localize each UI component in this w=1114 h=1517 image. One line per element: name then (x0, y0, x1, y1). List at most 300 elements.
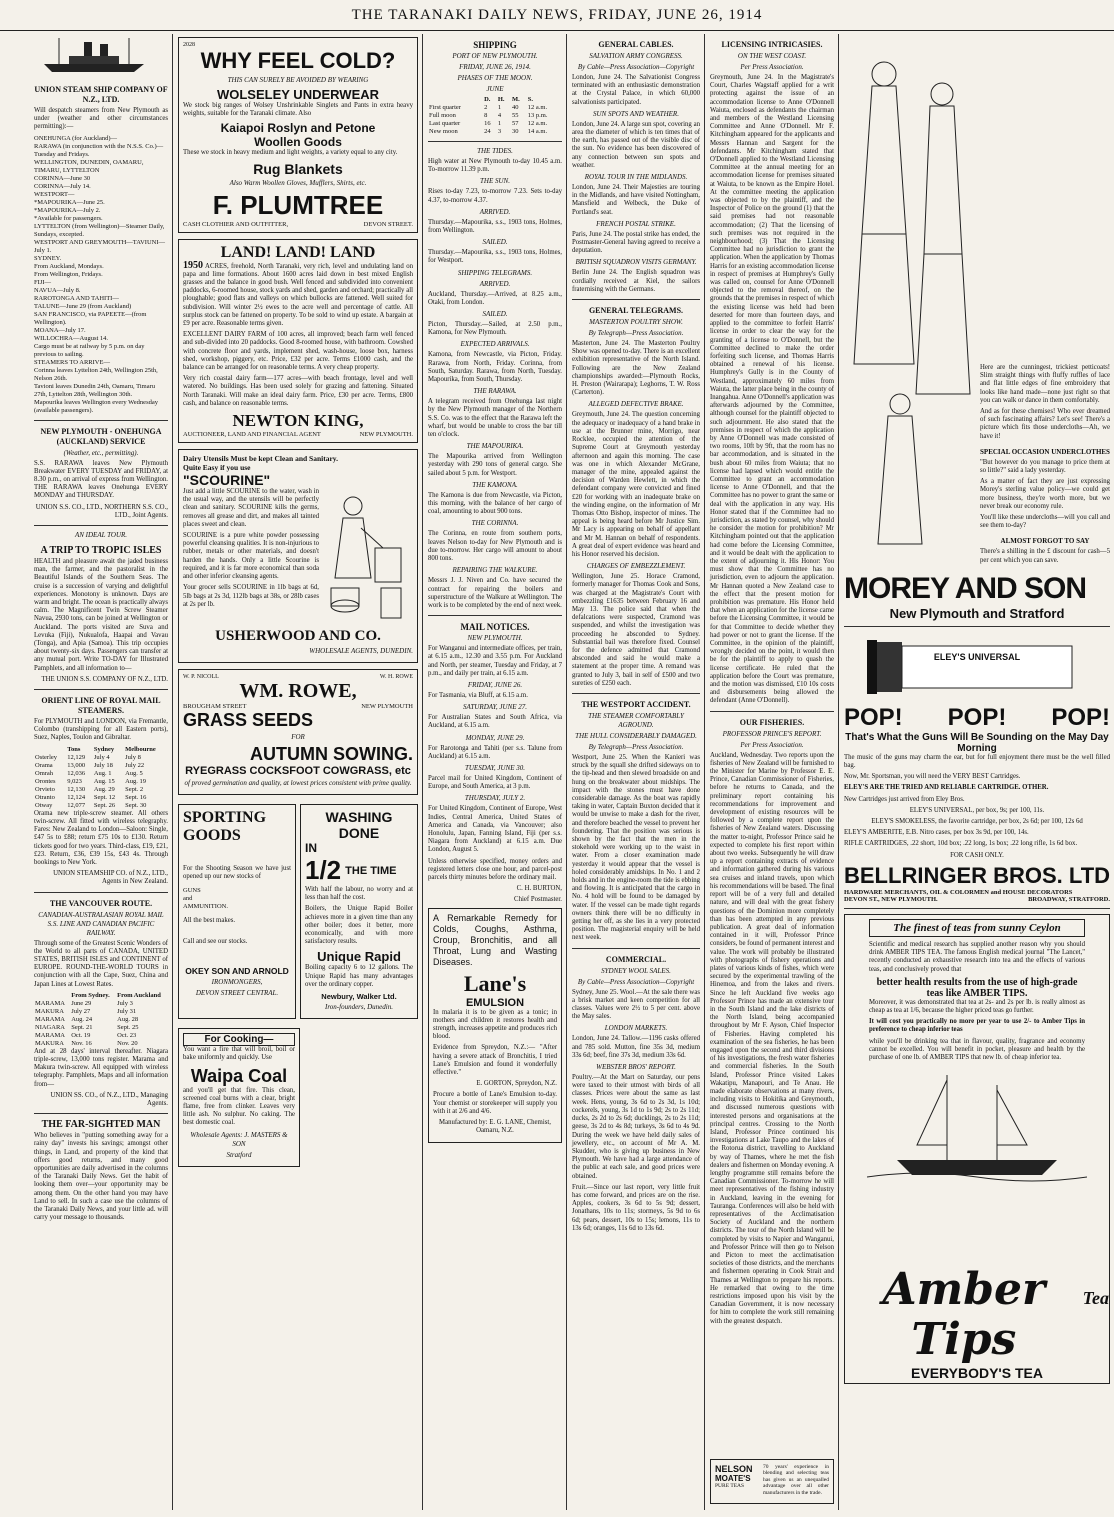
table-row (34, 1024, 168, 1032)
pop-1: POP! (844, 703, 903, 731)
onehunga-service-ad (34, 427, 168, 520)
pop-price3: ELEY'S AMBERITE, E.B. Nitro cases, per box 3s 9d, per 100, 14s. (844, 829, 1029, 837)
licensing-body: Greymouth, June 24. In the Magistrate's Court, Charles Wagstaff applied for a writ protecting against the issue of an accommodation license to Anne O'Donnell Waiuta, enclosed as defendants the chairman and members of the Westland Licensing Committee and Anne O'Donnell. Mr F. Kitchingham appeared for the applicants and Messrs Hannan and Sargent for the defendants. Mr Kitchingham stated that O'Donnell applied to the Westland Licensing Committee at the annual meeting for an accommodation license for premises situated at Waiuta, to be known as the Empire Hotel. At the committee meeting the application was objected to by the plaintiff, and the Inspector of Police on the ground (1) that the said premises had not reasonable accommodation; (2) That the licensing of such premises was not required in the neighbourhood; (3) That the Licensing Committee had no jurisdiction to grant the application. When the application by Thomas Harris for an existing accommodation license in respect of premises at Humphrey's Gully was called on, counsel for Anne O'Donnell objected to the removal thereof, on the grounds that the premises in respect of which the existing license was held had been deserted for more than fourteen days, and applied to the committee to forfeit Harris' license in order to clear the way for the granting of a license to O'Donnell, but the Committee declined to make the order forfeiting such license, and Thomas Harris obtained a renewal of his license. Humphrey's Gully is in the County of Westland, approximately 60 miles from Waiuta, the latter place being in the county of Inangahua. Anne O'Donnell's application was afterwards adjourned by the Committee, although counsel for the plaintiff objected to such adjournment. He also stated that the premises in respect of which the application by Anne O'Donnell was made consisted of two rooms, 10ft by 9ft, that the room has no bar accommodation, and is situated in the bush about 60 miles from Waiuta; that no license had lapsed which would entitle the Committee to grant an accommodation license to Anne O'Donnell, and that the Committee has no power to grant the same or deal with the application in any way. His Honor stated that if the Committee had no jurisdiction, as stated by counsel, why should he consider the motion for prohibition? Mr Kitchingham pointed out that the application had come before the Licensing Committee, and it would be dealt with the application to the extent of adjourning it. His Honor: You must show that the Committee has no jurisdiction, even to adjourn the application. Mr Hannan quoted a New Zealand case to the effect that the present motion for prohibition was premature. His Honor held that when an application for the license came before the Licensing Committee, it would be for that Committee to decide whether they had power or not to grant the license. If the Committee, in the opinion of the plaintiff, wrongly decided on the point, it would then be for the plaintiff to apply to quash the license certificate. He ruled that the application before the Court was premature, and the motion was dismissed, £10 10s costs and disbursements being allowed the defendant (Anne O'Donnell). (710, 74, 834, 705)
vancouver-route-ad (34, 899, 168, 1109)
rowe-name: WM. ROWE, (239, 680, 357, 703)
westport-sub1: THE STEAMER COMFORTABLY AGROUND. (588, 711, 684, 729)
schedule-line: WILLOCHRA—August 14. (34, 334, 109, 342)
table-cell: Nov. 16 (71, 1039, 92, 1047)
column-rule (704, 34, 705, 1510)
land-title: LAND! LAND! LAND (220, 243, 376, 261)
mail-body: For Wanganui and intermediate offices, per train, at 6.15 a.m., 12.30 and 3.55 p.m. For Auckland and North, per steamer, Tuesday and Friday, at 7 p.m., and daily per train, at 6.15 a.m. (428, 645, 562, 677)
table-cell: Aug. 24 (71, 1015, 93, 1023)
table-row (34, 770, 168, 778)
waipa-body2: and you'll get that fire. This clean, screened coal burns with a clear, bright flame, free from clinker. Leaves very little ash. No sulphur. No caking. The best domestic coal. (183, 1086, 295, 1127)
schedule-line: CORINNA—June 30 (34, 174, 91, 182)
wool-title: SYDNEY WOOL SALES. (601, 966, 671, 975)
postal-strike-title: FRENCH POSTAL STRIKE. (596, 219, 676, 228)
table-header (428, 96, 483, 104)
table-row (428, 104, 562, 112)
lingerie-illustration (844, 34, 976, 554)
land-lot2: EXCELLENT DAIRY FARM of 100 acres, all improved; beach farm well fenced and sub-divided into 20 paddocks. Good 8-roomed house, with bathroom. Cowshed with concrete floor and yards, implement shed, wash-house, loose box, harness shed, workshop, piggery, etc. Price, £32 per acre. Terms £1000 cash, and the balance can be arranged for on reasonable terms. A very cheap property. (183, 331, 413, 372)
washing-body: With half the labour, no worry and at less than half the cost. (305, 886, 413, 902)
okey-sub: IRONMONGERS, (211, 977, 263, 986)
table-cell: Aug. 28 (117, 1015, 139, 1023)
table-cell: MAKURA (35, 1039, 64, 1047)
waipa-coal-ad (178, 1028, 300, 1166)
sun-title: THE SUN. (480, 177, 510, 186)
expected-title: EXPECTED ARRIVALS. (460, 340, 530, 349)
morey-lingerie-ad (844, 34, 1110, 568)
table-row (428, 128, 562, 136)
sailed-body: Thursday.—Mapourika, s.s., 1903 tons, Holmes, for Westport. (428, 249, 562, 265)
table-cell: Aug. 1 (93, 769, 112, 777)
orient-table (34, 746, 168, 810)
schedule-line: Tavioni leaves Dunedin 24th, Oamaru, Timaru 27th, Lyttelton 28th, Wellington 30th. (34, 382, 156, 398)
washing-title: WASHING DONE (325, 809, 393, 842)
wool-by: By Cable—Press Association—Copyright (577, 977, 695, 986)
column-rule (566, 34, 567, 1510)
licensing-by: Per Press Association. (740, 63, 804, 71)
table-row (34, 786, 168, 794)
vancouver-sub: CANADIAN-AUSTRALASIAN ROYAL MAIL S.S. LINE AND CANADIAN PACIFIC RAILWAY. (38, 910, 164, 937)
rowe-ad (178, 669, 418, 795)
column-1 (30, 34, 172, 1510)
moon-phases-table (428, 96, 562, 136)
pop-2: POP! (947, 703, 1007, 731)
table-header (34, 746, 66, 754)
unique-rapid-brand: Unique Rapid (317, 949, 401, 965)
table-cell: 12,036 (67, 769, 86, 777)
schedule-line: Corinna leaves Lyttelton 24th, Wellington 25th, Nelson 26th. (34, 366, 158, 382)
union-steamship-ad (34, 34, 168, 415)
webster-title: WEBSTER BROS' REPORT. (596, 1063, 676, 1072)
scourine-head2: Quite Easy if you use (183, 463, 251, 473)
mail-friday: FRIDAY, JUNE 26. (467, 680, 523, 689)
waipa-body: You want a fire that will broil, boil or bake uniformly and quickly. Use (183, 1046, 295, 1062)
special-occasion: SPECIAL OCCASION UNDERCLOTHES (980, 447, 1110, 456)
tropic-tour-ad (34, 531, 168, 684)
orient-body: For PLYMOUTH and LONDON, via Fremantle, Colombo (transhipping for all Eastern ports), Suez, Naples, Toulon and Gibraltar. (34, 718, 168, 742)
tele-arrived: Auckland, Thursday.—Arrived, at 8.25 a.m., Otaki, from London. (428, 290, 562, 306)
undies-quote: "But however do you manage to price them at so little?" said a lady yesterday. (980, 458, 1110, 475)
table-row (34, 762, 168, 770)
embezzle-title: CHARGES OF EMBEZZLEMENT. (586, 562, 686, 571)
washing-time: THE TIME (345, 864, 397, 877)
schedule-line: MOANA—July 17. (34, 326, 86, 334)
table-cell: New moon (429, 128, 458, 135)
cold-body: We stock big ranges of Wolsey Unshrinkable Singlets and Pants in extra heavy weights, suitable for the Taranaki climate. Also (183, 102, 413, 118)
vancouver-foot: And at 28 days' interval thereafter. Niagara triple-screw, 13,000 tons register. Marama and Makura twin-screw. All equipped with wireless telegraphy. Pamphlets, Maps and all information from— (34, 1047, 168, 1088)
table-cell: Osterley (35, 753, 58, 761)
embezzle-body: Wellington, June 25. Horace Cramond, formerly manager for Thomas Cook and Sons, was charged at the Magistrate's Court with embezzling £1635 between February 16 and May 13. The police said that when the defalcations were suspected, Cramond was suspended, and whilst the investigation was proceeding he absconded to Sydney. Substantial bail was therefore fixed. Counsel for the defence admitted that Cramond absconded and said he would make a statement at the proper time. A remand was granted to July 3, bail in self of £500 and two sureties of £250 each. (572, 573, 700, 687)
table-cell: 16 (484, 120, 491, 127)
scourine-ad (178, 449, 418, 663)
corinna-title: THE CORINNA. (471, 519, 519, 528)
cooking-head: For Cooking— (183, 1033, 295, 1046)
sporting-title: SPORTING GOODS (183, 809, 267, 845)
amber-body3: while you'll be drinking tea that in flavour, quality, fragrance and economy cannot be excelled. You will benefit in pocket, pleasure and health by the purchase of one lb. of AMBER TIPS that new lb. of cheap inferior tea. (869, 1037, 1085, 1061)
rowe-town: NEW PLYMOUTH (361, 703, 413, 711)
table-cell: Sept. 25 (117, 1023, 139, 1031)
schedule-line: Cargo must be at railway by 5 p.m. on day previous to sailing. (34, 342, 145, 358)
kamona-title: THE KAMONA. (472, 480, 518, 489)
orient-line-ad (34, 696, 168, 886)
plumtree-left: CASH CLOTHIER AND OUTFITTER, (183, 220, 289, 228)
table-header: Sydney (93, 745, 115, 753)
phases-month: JUNE (486, 85, 504, 93)
table-row (428, 120, 562, 128)
table-header: S. (527, 96, 534, 103)
table-cell: Nov. 20 (117, 1039, 138, 1047)
table-row (34, 754, 168, 762)
wolseley-brand: WOLSELEY UNDERWEAR (216, 87, 380, 102)
fruit-body: Fruit.—Since our last report, very little fruit has come forward, and prices are on the rise. Apples, cookers, 3s 6d to 5s 9d; dessert, Jonathans, 10s to 11s; stormeys, 5s 9d to 6s 6d; pears, dessert, 10s to 15s; lemons, 11s to 13s 6d; oranges, 11s 6d to 13s 6d. (572, 1183, 700, 1232)
table-cell: 13 p.m. (527, 112, 548, 119)
amber-body2: Moreover, it was demonstrated that tea at 2s- and 2s per lb. is really almost as cheap as tea at 1/6, because the higher priced teas go further. (869, 998, 1085, 1014)
newton-king-name: NEWTON KING, (232, 411, 364, 431)
shipping-port: PORT OF NEW PLYMOUTH. (452, 52, 538, 60)
orient-sign: UNION STEAMSHIP CO. of N.Z., LTD., Agents in New Zealand. (53, 870, 168, 886)
almost-forgot: ALMOST FORGOT TO SAY (1000, 537, 1090, 546)
schedule-line: SAN FRANCISCO, via PAPEETE—(from Wellington). (34, 310, 147, 326)
washing-in: IN (305, 841, 317, 856)
telegrams-by: By Telegraph—Press Association. (588, 329, 684, 338)
lot1-number: 1950 (183, 259, 203, 271)
table-cell: 9,023 (67, 777, 82, 785)
washing-half: 1/2 (305, 855, 342, 886)
sporting-item: GUNS (183, 887, 201, 895)
squadron-title: BRITISH SQUADRON VISITS GERMANY. (575, 258, 697, 267)
schedule-line: RAROTONGA AND TAHITI— (34, 294, 119, 302)
union-schedule (34, 135, 168, 415)
column-rule (838, 34, 839, 1510)
pure-teas: PURE TEAS (715, 1482, 745, 1489)
undies-intro: Here are the cunningest, trickiest petticoats! Slim straight things with fluffy ruffles of lace and flat little edges of fine embroidery that looks like hand made—none just right so that you can walk or dance in them comfortably. (980, 364, 1110, 404)
kaiapoi-line: Kaiapoi Roslyn and Petone (220, 121, 376, 136)
onehunga-title: NEW PLYMOUTH - ONEHUNGA (AUCKLAND) SERVICE (40, 426, 162, 446)
table-cell: 57 (511, 120, 519, 127)
eley-cartridge-label: ELEY'S UNIVERSAL (933, 651, 1021, 662)
wool-body: Sydney, June 25. Wool.—At the sale there was a brisk market and keen competition for all classes. Values were 2½ to 5 per cent. above the May sales. (572, 988, 700, 1021)
eley-cartridges-ad (844, 632, 1110, 860)
table-cell: July 22 (125, 761, 145, 769)
schedule-line: *Available for passengers. (34, 214, 103, 222)
table-cell: 8 (484, 112, 488, 119)
mail-thursday-body: For United Kingdom, Continent of Europe, West Indies, Central America, United States of America and Canada, via Vancouver; also Honolulu, Japan, Fanning Island, Fiji (per s.s. Niagara from Auckland) at 6.15 a.m. Due London, August 5. (428, 805, 562, 854)
royal-tour-title: ROYAL TOUR IN THE MIDLANDS. (584, 173, 688, 182)
amber-bold: better health results from the use of high-grade teas like AMBER TIPS. (876, 976, 1078, 999)
table-row (34, 1016, 168, 1024)
scourine-head: Dairy Utensils Must be kept Clean and Sanitary. (183, 454, 339, 464)
bellringer-left: DEVON ST., NEW PLYMOUTH. (844, 895, 938, 903)
schedule-line: WESTPORT— (34, 190, 75, 198)
rowe-street: BROUGHAM STREET (183, 703, 247, 711)
pop-price2: ELEY'S SMOKELESS, the favorite cartridge, per box, 2s 6d; per 100, 12s 6d (871, 818, 1083, 826)
schedule-line: From Auckland, Mondays. (34, 262, 104, 270)
table-header: Melbourne (125, 745, 156, 753)
commercial-title: COMMERCIAL. (605, 954, 667, 964)
okey-street: DEVON STREET CENTRAL. (195, 988, 279, 997)
column-5 (706, 34, 838, 1510)
rarawa-body: A telegram received from Onehunga last night by the New Plymouth manager of the Northern S.S. Co. was to the effect that the Rarawa left the wharf, but would be unable to cross the bar till ten o'clock. (428, 398, 562, 439)
orient-foot: Orama new triple-screw steamer. All others twin-screw. All fitted with wireless telegraphy. Fares: New Zealand to London—Saloon: Single, £47 5s to £88; return £75 10s to £130. Return tickets good for two years. Third-class, £19, £21, £23. Return, £36, £39 15s, £43 4s. Through bookings to New York. (34, 809, 168, 866)
lanes-body2: In malaria it is to be given as a tonic; in mothers and children it restores health and strength, increases appetite and produces rich blood. (433, 1008, 557, 1041)
autumn-sowing: AUTUMN SOWING. (250, 744, 413, 765)
table-cell: Oct. 19 (71, 1031, 91, 1039)
table-cell: First quarter (429, 104, 461, 111)
sun-body: Rises to-day 7.23, to-morrow 7.23. Sets to-day 4.37, to-morrow 4.37. (428, 188, 562, 204)
table-header: D. (484, 96, 491, 103)
licensing-title: LICENSING INTRICASIES. (721, 40, 823, 49)
table-cell: Oct. 23 (117, 1031, 137, 1039)
sun-spots-title: SUN SPOTS AND WEATHER. (593, 109, 679, 118)
lanes-body4: Procure a bottle of Lane's Emulsion to-day. Your chemist or storekeeper will supply you with it at 2/6 and 4/6. (433, 1091, 557, 1115)
pop-cash: FOR CASH ONLY. (950, 851, 1004, 859)
scourine-body2: SCOURINE is a pure white powder possessing powerful cleansing qualities. It is non-injurious to rubber, metals or other materials, and doesn't harden the hands. Only a little Scourine is required, and it is far more economical than soda and other inferior cleansing agents. (183, 532, 319, 581)
table-header: M. (511, 96, 520, 103)
washing-body2: Boilers, the Unique Rapid Boiler achieves more in a given time than any other boiler; does it better, more economically, and with more satisfactory results. (305, 905, 413, 946)
morey-sub: New Plymouth and Stratford (889, 605, 1065, 621)
tele-sailed: Picton, Thursday.—Sailed, at 2.50 p.m., Kamona, for New Plymouth. (428, 321, 562, 337)
tour-heading: A TRIP TO TROPIC ISLES (40, 545, 162, 557)
mapourika-body: The Mapourika arrived from Wellington yesterday with 290 tons of general cargo. She sailed about 5 p.m. for Westport. (428, 453, 562, 477)
bellringer-title: BELLRINGER BROS. LTD (844, 862, 1111, 888)
table-cell: MARAMA (35, 999, 65, 1007)
column-4 (568, 34, 704, 1510)
table-header: From Auckland (117, 991, 161, 999)
arrived-title: ARRIVED. (479, 207, 511, 216)
plumtree-right: DEVON STREET. (363, 220, 413, 228)
farsighted-body: Who believes in "putting something away for a rainy day" invests his savings; amongst other things, in Land, and property of the kind that offers good returns, and many good opportunities are daily advertised in the columns of the Taranaki Daily News. Get the habit of looking them over—your opportunity may be among them. On the other hand you may have Land to sell. In such a case use the columns of the Taranaki Daily News, and your little ad. will carry your message to thousands. (34, 1132, 168, 1222)
table-cell: Sept. 16 (125, 793, 147, 801)
undies-body3: There's a shilling in the £ discount for cash—5 per cent which you can save. (980, 548, 1110, 564)
mail-tuesday-body: Parcel mail for United Kingdom, Continent of Europe, and South America, at 3 p.m. (428, 774, 562, 791)
sporting-body: For the Shooting Season we have just opened up our new stocks of (183, 865, 291, 881)
schedule-line: Mapourika leaves Wellington every Wednesday (available passengers). (34, 398, 158, 414)
table-cell: Full moon (429, 112, 456, 119)
land-lot3: Very rich coastal dairy farm—177 acres—with beach frontage, level and well watered. No buildings. Has been used solely for grazing and fattening. Situated North Taranaki. Will make an ideal dairy farm. Price, £30 per acre. Terms, £800 cash, and balance on reasonable terms. (183, 375, 413, 407)
arrived-body: Thursday.—Mapourika, s.s., 1903 tons, Holmes, from Wellington. (428, 218, 562, 235)
woman-scrubbing-illustration (323, 488, 413, 628)
table-cell: 12,124 (67, 793, 86, 801)
table-cell: Aug. 29 (93, 785, 115, 793)
unique-rapid-ad (300, 804, 418, 1019)
schedule-line: NAVUA—July 8. (34, 286, 81, 294)
grass-seeds: GRASS SEEDS (183, 710, 314, 731)
fisheries-by: Per Press Association. (740, 740, 804, 749)
onehunga-sub: (Weather, etc., permitting). (63, 448, 139, 457)
corinna-body: The Corinna, en route from southern ports, leaves Nelson to-day for New Plymouth and is due to-morrow. Her cargo will amount to about 800 tons. (428, 530, 562, 563)
table-cell: Aug. 15 (93, 777, 115, 785)
rarawa-title: THE RARAWA. (473, 387, 517, 396)
sporting-items (183, 887, 291, 911)
schedule-line: TALUNE—June 29 (from Auckland) (34, 302, 132, 310)
mail-friday-body: For Tasmania, via Bluff, at 6.15 a.m. (428, 691, 528, 699)
telegrams-title: SHIPPING TELEGRAMS. (457, 268, 533, 277)
pop-tagline: That's What the Guns Will Be Sounding on the May Day Morning (845, 731, 1109, 754)
table-row (34, 1040, 168, 1048)
expected-body: Kamona, from Newcastle, via Picton, Friday. Rarawa, from North, Friday. Corinna, from South, Saturday. Rarawa, from North, Tuesday. Mapourika, from South, Thursday. (428, 351, 562, 384)
plumtree-ad (178, 37, 418, 233)
table-header: H. (497, 96, 505, 103)
table-cell: 4 (497, 112, 502, 119)
pop-body: The music of the guns may charm the ear, but for full enjoyment there must be the well filled bag. (844, 753, 1110, 770)
schedule-line: FIJI— (34, 278, 51, 286)
table-header: From Sydney. (71, 991, 110, 999)
mail-saturday: SATURDAY, JUNE 27. (462, 703, 528, 712)
table-cell: 1 (497, 120, 502, 127)
table-cell: Sept. 21 (71, 1023, 93, 1031)
schedule-line: WELLINGTON, DUNEDIN, OAMARU, TIMARU, LYTTELTON (34, 158, 144, 174)
postal-strike-body: Paris, June 24. The postal strike has ended, the Postmaster-General having agreed to receive a deputation. (572, 230, 700, 255)
scourine-body: Just add a little SCOURINE to the water, wash in the usual way, and the utensils will be perfectly clean and sanitary. SCOURINE kills the germs, removes all grease and dirt, and makes all tainted places sweet and clean. (183, 488, 319, 528)
table-row (34, 778, 168, 786)
mail-sub: NEW PLYMOUTH. (467, 634, 523, 643)
westport-by: By Telegraph—Press Association. (588, 742, 684, 751)
pop-3: POP! (1051, 703, 1110, 731)
amber-bold2: It will cost you practically no more per year to use 2/- to Amber Tips in preference to cheap inferior teas (869, 1018, 1085, 1034)
table-cell: Sept. 26 (93, 801, 116, 809)
table-cell: 55 (511, 112, 519, 119)
lanes-body: A Remarkable Remedy for Colds, Coughs, Asthma, Croup, Bronchitis, and all Throat, Lung and Wasting Diseases. (433, 912, 557, 967)
pop-eley: ELEY'S ARE THE TRIED AND RELIABLE CARTRIDGE. OTHER. (844, 784, 1049, 792)
column-6 (840, 34, 1114, 1510)
table-cell: 13,000 (67, 761, 86, 769)
sailed-title: SAILED. (482, 238, 508, 247)
table-header (34, 992, 70, 1000)
mail-title: MAIL NOTICES. (460, 622, 530, 633)
table-cell: 12,130 (67, 785, 86, 793)
schedule-line: SYDNEY. (34, 254, 62, 262)
cold-body3: Also Warm Woollen Gloves, Mufflers, Shirts, etc. (229, 178, 367, 187)
lanes-brand: Lane's (463, 970, 527, 996)
licensing-sub: ON THE WEST COAST. (737, 52, 807, 60)
amber-tips-ad (844, 914, 1110, 1384)
emulsion-brand: EMULSION (465, 996, 525, 1009)
table-cell: July 27 (71, 1007, 91, 1015)
schedule-line: RARAWA (in conjunction with the N.S.S. Co.)—Tuesday and Fridays. (34, 142, 164, 158)
mail-sign: C. H. BURTON, (516, 885, 562, 893)
mail-thursday: THURSDAY, JULY 2. (464, 794, 526, 803)
fisheries-body: Auckland, Wednesday. Two reports upon the fisheries of New Zealand will be furnished to the Minister for Marine by Professor E. E. Prince, Canadian Commissioner of Fisheries, before he returns to Canada, and the preliminary report containing his recommendations for improvement and development of existing resources will be followed by a complete report upon the fisheries of New Zealand waters. Discussing the matter to-night, Professor Prince said he expected to complete his first report within about two weeks. Subsequently he will draw up a report containing extracts of evidence and information gathered during his various sea cruises and inland travels, upon which his recommendations will be based. The final report will be of a very full and detailed nature, and will deal with the great fishery questions of the Dominion more completely than has been attempted in any previous publication. A great deal of information contained in it will, Professor Prince considers, be found of permanent interest and value. The work will probably be illustrated with photographs of fishery operations and plates of various kinds of fishes, which were secured by the experimental trawling of the Hinemoa, and from the lakes and rivers. Since he left Auckland five weeks ago Professor Prince has made an extensive tour in the South Island and the lake districts of the North Island, being accompanied throughout by Mr F. Ayson, Chief Inspector of Fisheries. Having completed his examination of the sea fisheries, he has been engaged upon the second and third divisions of his investigations, the fresh water fisheries and commercial fisheries. In the South Island, Professor Prince visited Lakes Wakatipu, Manapouri, and Te Anau. He made elaborate observations at many rivers, including visits to Hokitika and Greymouth, and discussed numerous questions with interested persons and organisations at the principal centres. Crossing to the North Island, Professor Prince continued his investigations at Lake Taupo and the lakes of the Rotorua district, travelling to Auckland by way of Thames, where he met the fish dealers and fishermen on Monday evening. A lengthy programme still remains before the Canadian Commissioner. To-morrow he will meet representatives of the fishing industry in Auckland, leaving in the evening for Tauranga. Conferences will also be held with representatives of the Acclimatisation Society of Auckland and the northern districts. The tour of the North Island will be completed by visits to Napier and Wanganui, and Professor Prince will then go to Nelson and Picton to meet the acclimatisation societies of those districts, and the merchants and fishermen operating in Cook Strait and Thames at Wellington to prepare his reports. He remarked that owing to the time restrictions imposed upon his visit by the Canadian Government, it is now necessary for him to complete the work still remaining with the greatest despatch. (710, 751, 835, 1325)
table-cell: 14 a.m. (527, 128, 548, 135)
rowe-left: W. P. NICOLL (183, 674, 219, 681)
westport-body: Westport, June 25. When the Kanieri was struck by the squall she drifted sideways on to the tip-head and then slewed broadside on and hung on the breakwater about midships. The impact with the stones must have done considerable damage. As the boat was rapidly taking in water, Captain Buxton decided that it would be unwise to make a dash for the river, and therefore beached the vessel to prevent her foundering. That the position was serious is shown by the fact that the men in the stokehold were working up to the waist in water. From a closer examination made yesterday it would appear that the vessel is holed considerably amidships. In No. 1 and 2 holds and in the engine-room the tide is ebbing and flowing. It is anticipated that the cargo in No. 4 hold will be found to be damaged by water. If the vessel can be made tight regards owners think there will be no difficulty in getting her off, as she lies in a very protected position. The magisterial enquiry will be held next week. (572, 753, 700, 942)
column-2 (174, 34, 422, 1510)
pop-price4: RIFLE CARTRIDGES, .22 short, 10d box; .22 long, 1s box; .22 long rifle, 1s 6d box. (844, 840, 1078, 848)
brake-title: ALLEGED DEFECTIVE BRAKE. (588, 400, 684, 409)
newton-king-ad (178, 239, 418, 443)
scourine-brand: "SCOURINE" (183, 472, 271, 489)
newton-left: AUCTIONEER, LAND AND FINANCIAL AGENT (183, 431, 321, 439)
nelson-body: 70 years' experience in blending and selecting teas has given us an unequalled advantage over all other manufacturers in the trade. (763, 1463, 829, 1496)
mail-note: Unless otherwise specified, money orders and registered letters close one hour, and parcel-post parcels thirty minutes before the ordinary mail. (428, 857, 562, 881)
mail-sign-sub: Chief Postmaster. (514, 896, 562, 904)
table-cell: MAKURA (35, 1007, 64, 1015)
table-cell: Last quarter (429, 120, 461, 127)
undies-body2: You'll like these undercloths—will you call and see them to-day? (980, 514, 1110, 530)
amber-tea: Tea (1082, 1287, 1109, 1308)
sporting-call: Call and see our stocks. (183, 937, 248, 945)
table-row (34, 802, 168, 810)
waipa-town: Stratford (226, 1150, 252, 1159)
amber-tagline: EVERYBODY'S TEA (911, 1364, 1043, 1381)
pop-new: New Cartridges just arrived from Eley Bros. (844, 795, 965, 803)
table-cell: 2 (484, 104, 488, 111)
royal-tour-body: London, June 24. Their Majesties are touring in the Midlands, and have visited Nottingham, Mansfield and Welbeck, the Duke of Portland's seat. (572, 184, 700, 216)
vancouver-body: Through some of the Greatest Scenic Wonders of the World to all parts of CANADA, UNITED STATES, BRITISH ISLES and CONTINENT of EUROPE. ROUND-THE-WORLD TOURS in conjunction with all the Cape, Suez, China and Japan Lines at Lowest Rates. (34, 939, 168, 988)
poultry-title: MASTERTON POULTRY SHOW. (589, 318, 683, 327)
amber-brand: Amber Tips (882, 1263, 1046, 1365)
steamship-icon (34, 34, 154, 74)
table-cell: 40 (511, 104, 519, 111)
okey-son-arnold: OKEY SON AND ARNOLD (185, 965, 289, 976)
washing-body3: Boiling capacity 6 to 12 gallons. The Unique Rapid has many advantages over the ordinary copper. (305, 964, 413, 988)
newbury-walker: Newbury, Walker Ltd. (321, 992, 397, 1002)
sailing-ship-illustration (867, 1065, 1087, 1185)
shipping-date: FRIDAY, JUNE 26, 1914. (459, 63, 531, 71)
sporting-item: and (183, 895, 193, 903)
ad-ref: 2028 (183, 42, 195, 48)
table-row (428, 112, 562, 120)
mapourika-title: THE MAPOURIKA. (466, 442, 524, 451)
london-body: London, June 24. Tallow.—1196 casks offered and 785 sold. Mutton, fine 35s 3d, medium 33s 6d; beef, fine 37s 3d, medium 33s 6d. (572, 1035, 700, 1059)
shipping-title: SHIPPING (473, 40, 517, 50)
schedule-line: CORINNA—July 14. (34, 182, 91, 190)
lanes-sign: E. GORTON, Spreydon, N.Z. (476, 1080, 557, 1088)
schedule-line: *MAPOURIKA—July 2. (34, 206, 101, 214)
table-cell: Aug. 5 (125, 769, 143, 777)
table-cell: July 4 (93, 753, 110, 761)
mail-tuesday: TUESDAY, JUNE 30. (464, 763, 526, 772)
mail-monday: MONDAY, JUNE 29. (465, 733, 525, 742)
poultry-body: Masterton, June 24. The Masterton Poultry Show was opened to-day. There is an excellent exhibition representative of the North Island. Following are the New Zealand championships awarded:—Plymouth Rocks, H. Preston (Wairarapa); Leghorns, T. W. Ross (Carterton). (572, 340, 700, 397)
kamona-body: The Kamona is due from Newcastle, via Picton, this morning, with the balance of her cargo of coal, amounting to about 900 tons. (428, 491, 562, 516)
table-cell: Otranto (35, 793, 55, 801)
usherwood-name: USHERWOOD AND CO. (215, 628, 381, 645)
tour-sign: THE UNION S.S. COMPANY OF N.Z., LTD. (41, 675, 168, 683)
sporting-goods-ad (178, 804, 296, 1019)
waipa-agent: Wholesale Agents: J. MASTERS & SON (190, 1130, 288, 1148)
westport-title: THE WESTPORT ACCIDENT. (581, 699, 691, 709)
amber-body: Scientific and medical research has supplied another reason why you should drink AMBER TIPS TEA. The famous English medical journal "The Lancet," recently conducted an exhaustive research into tea and the effects of various teas, and conclusively proved that (869, 940, 1085, 973)
newbury-sub: Iron-founders, Dunedin. (325, 1003, 393, 1012)
bellringer-right: BROADWAY, STRATFORD. (1028, 895, 1110, 903)
table-cell: Orontes (35, 777, 56, 785)
sun-spots-body: London, June 24. A large sun spot, covering an area the diameter of which is ten times that of the earth, has passed out of the visible disc of the sun. No evidence has been discovered of any connection between sun spots and weather. (572, 120, 700, 169)
undies-intro2: And as for these chemises! Who ever dreamed of such fascinating affairs? Let's see! There's a picture which fits those undercloths—Ah, we have it! (980, 408, 1110, 440)
table-cell: June 29 (71, 999, 92, 1007)
nelson-name: NELSON (715, 1463, 753, 1474)
table-header: Tons (67, 745, 81, 753)
brake-body: Greymouth, June 24. The question concerning the adequacy or inadequacy of a hand brake in use at the Brunner mine, Morrigo, near Rocklee, occupied the attention of the Supreme Court at Greymouth yesterday afternoon and again this morning. The case was one in which Alexander McGrane, manager of the mine, appealed against the decision of Warden Hewlett, in which the defendant company were convicted and fined £20 for working with an inadequate brake on the winding engine, on the information of Mr Thomas Otto Bishop, inspector of mines. The appeal is being heard before Mr Justice Sim. Mr Lacy is appearing on behalf of appellant and Mr M. Hannan on behalf of respondents. A great deal of expert evidence was heard and his Honor reserved his decision. (572, 411, 700, 558)
lanes-maker: Manufactured by: E. G. LANE, Chemist, Oamaru, N.Z. (439, 1119, 551, 1135)
union-title: UNION STEAM SHIP COMPANY OF N.Z., LTD. (34, 85, 168, 104)
walkure-title: REPAIRING THE WALKURE. (452, 566, 538, 575)
schedule-line: STEAMERS TO ARRIVE— (34, 358, 110, 366)
table-row (34, 1008, 168, 1016)
fisheries-sub: PROFESSOR PRINCE'S REPORT. (722, 729, 822, 738)
column-rule (422, 34, 423, 1510)
table-cell: 12,129 (67, 753, 86, 761)
sa-body: London, June 24. The Salvationist Congress terminated with an enthusiastic demonstration at the Crystal Palace, in which 60,000 salvationists participated. (572, 74, 700, 106)
schedule-line: From Wellington, Fridays. (34, 270, 103, 278)
table-cell: Sept. 12 (93, 793, 116, 801)
sporting-item: AMMUNITION. (183, 903, 228, 911)
morey-title: MOREY AND SON (844, 571, 1087, 605)
rowe-right: W. H. ROWE (379, 674, 413, 681)
